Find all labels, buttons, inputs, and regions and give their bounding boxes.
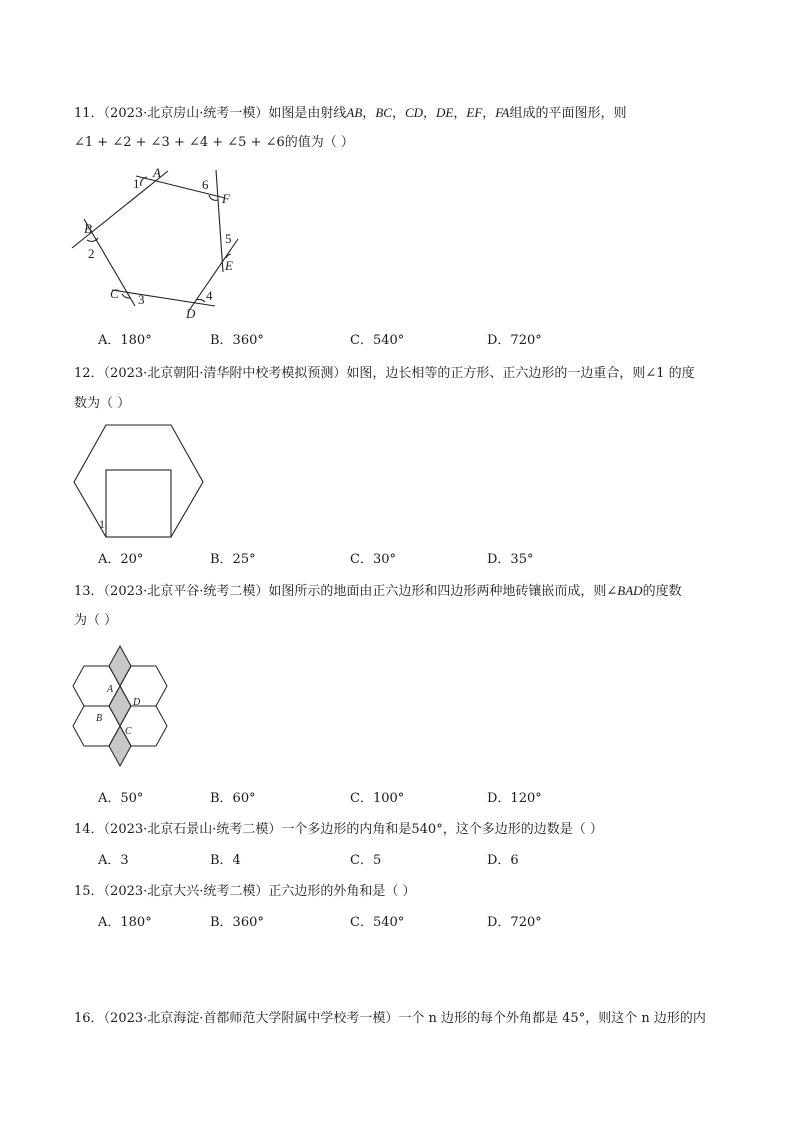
q12-stem-line1: 12．（2023·北京朝阳·清华附中校考模拟预测）如图，边长相等的正方形、正六边形的一边重合，则∠1 的度: [74, 366, 695, 381]
q15-option-d[interactable]: D．720°: [487, 915, 542, 930]
q13-stem-prefix: 13．（2023·北京平谷·统考二模）如图所示的地面由正六边形和四边形两种地砖镶嵌而成，则: [74, 584, 607, 599]
q13-stem-line1: [74, 582, 682, 601]
q11-ray-de: DE: [436, 105, 454, 120]
q11-ray-line-ef: [216, 170, 223, 272]
q14-stem: 14．（2023·北京石景山·统考二模）一个多边形的内角和是540°，这个多边形的边数是（ ）: [74, 822, 603, 837]
q11-angle-2: 2: [88, 246, 95, 261]
q13-point-b: B: [96, 713, 103, 724]
q14-option-a[interactable]: A．3: [98, 853, 129, 868]
q11-point-a: A: [153, 165, 161, 180]
q11-option-c[interactable]: C．540°: [350, 333, 405, 348]
q14-option-d[interactable]: D．6: [487, 853, 519, 868]
q11-ray-line-ab: [72, 171, 168, 248]
q11-option-b[interactable]: B．360°: [210, 333, 264, 348]
q15-option-b[interactable]: B．360°: [210, 915, 264, 930]
q15-option-a[interactable]: A．180°: [98, 915, 152, 930]
q12-option-b[interactable]: B．25°: [210, 552, 256, 567]
q13-angle-bad: ∠BAD: [606, 583, 643, 598]
q11-option-a[interactable]: A．180°: [98, 333, 152, 348]
q11-point-d: D: [186, 306, 196, 321]
q11-stem-line1: 11．（2023·北京房山·统考一模）如图是由射线AB，BC，CD，DE，EF，FA组成的平面图形，则: [74, 105, 627, 121]
q11-ray-line-fa: [136, 176, 225, 198]
q11-ray-ab: AB: [346, 105, 363, 120]
q13-option-b[interactable]: B．60°: [210, 791, 256, 806]
q15-stem: 15．（2023·北京大兴·统考二模）正六边形的外角和是（ ）: [74, 884, 416, 899]
q15-option-c[interactable]: C．540°: [350, 915, 405, 930]
q13-option-c[interactable]: C．100°: [350, 791, 405, 806]
q12-option-a[interactable]: A．20°: [98, 552, 144, 567]
q12-option-c[interactable]: C．30°: [350, 552, 396, 567]
q11-point-c: C: [110, 286, 119, 301]
q13-option-d[interactable]: D．120°: [487, 791, 542, 806]
q11-ray-cd: CD: [404, 105, 424, 120]
q11-angle-6: 6: [202, 177, 209, 192]
q11-angle-4: 4: [206, 288, 213, 303]
q11-stem-prefix: 11．（2023·北京房山·统考一模）如图是由射线: [74, 106, 347, 121]
q12-option-d[interactable]: D．35°: [487, 552, 534, 567]
q16-stem: 16．（2023·北京海淀·首都师范大学附属中学校考一模）一个 n 边形的每个外角都是 45°，则这个 n 边形的内: [74, 1011, 706, 1026]
q12-hexagon: [74, 425, 203, 537]
q11-point-e: E: [225, 258, 233, 273]
q11-ray-line-de: [188, 239, 238, 312]
q11-stem-end: 的值为（ ）: [284, 135, 354, 150]
q13-stem-suffix: 的度数: [642, 584, 682, 599]
q11-stem-line2: [74, 134, 354, 152]
q13-point-a: A: [107, 684, 114, 695]
q13-rhombus-top: [109, 646, 131, 686]
q11-ray-ef: EF: [466, 105, 483, 120]
q11-option-d[interactable]: D．720°: [487, 333, 542, 348]
q11-formula: ∠1 + ∠2 + ∠3 + ∠4 + ∠5 + ∠6: [74, 135, 285, 150]
q13-option-a[interactable]: A．50°: [98, 791, 144, 806]
q13-stem-line2: 为（ ）: [74, 613, 118, 628]
q12-figure: [70, 420, 210, 542]
q13-point-d: D: [133, 697, 141, 708]
q14-option-c[interactable]: C．5: [350, 853, 382, 868]
q11-angle-5: 5: [225, 231, 232, 246]
q12-square: [106, 470, 171, 537]
q12-angle-1: 1: [99, 517, 105, 531]
q13-figure: [68, 640, 174, 776]
q11-angle-3: 3: [138, 292, 145, 307]
q11-angle-1: 1: [133, 176, 140, 191]
q12-stem-line2: 数为（ ）: [74, 396, 131, 411]
q11-point-f: F: [222, 191, 230, 206]
q14-option-b[interactable]: B．4: [210, 853, 241, 868]
q13-point-c: C: [125, 726, 132, 737]
q11-figure: [60, 160, 260, 325]
q11-ray-bc: BC: [375, 105, 392, 120]
q11-stem-mid: 组成的平面图形，则: [509, 106, 627, 121]
q11-angle-arc-4: [196, 299, 205, 302]
q11-ray-fa: FA: [495, 105, 510, 120]
q13-rhombus-tiles: [109, 646, 131, 766]
q11-point-b: B: [84, 221, 92, 236]
